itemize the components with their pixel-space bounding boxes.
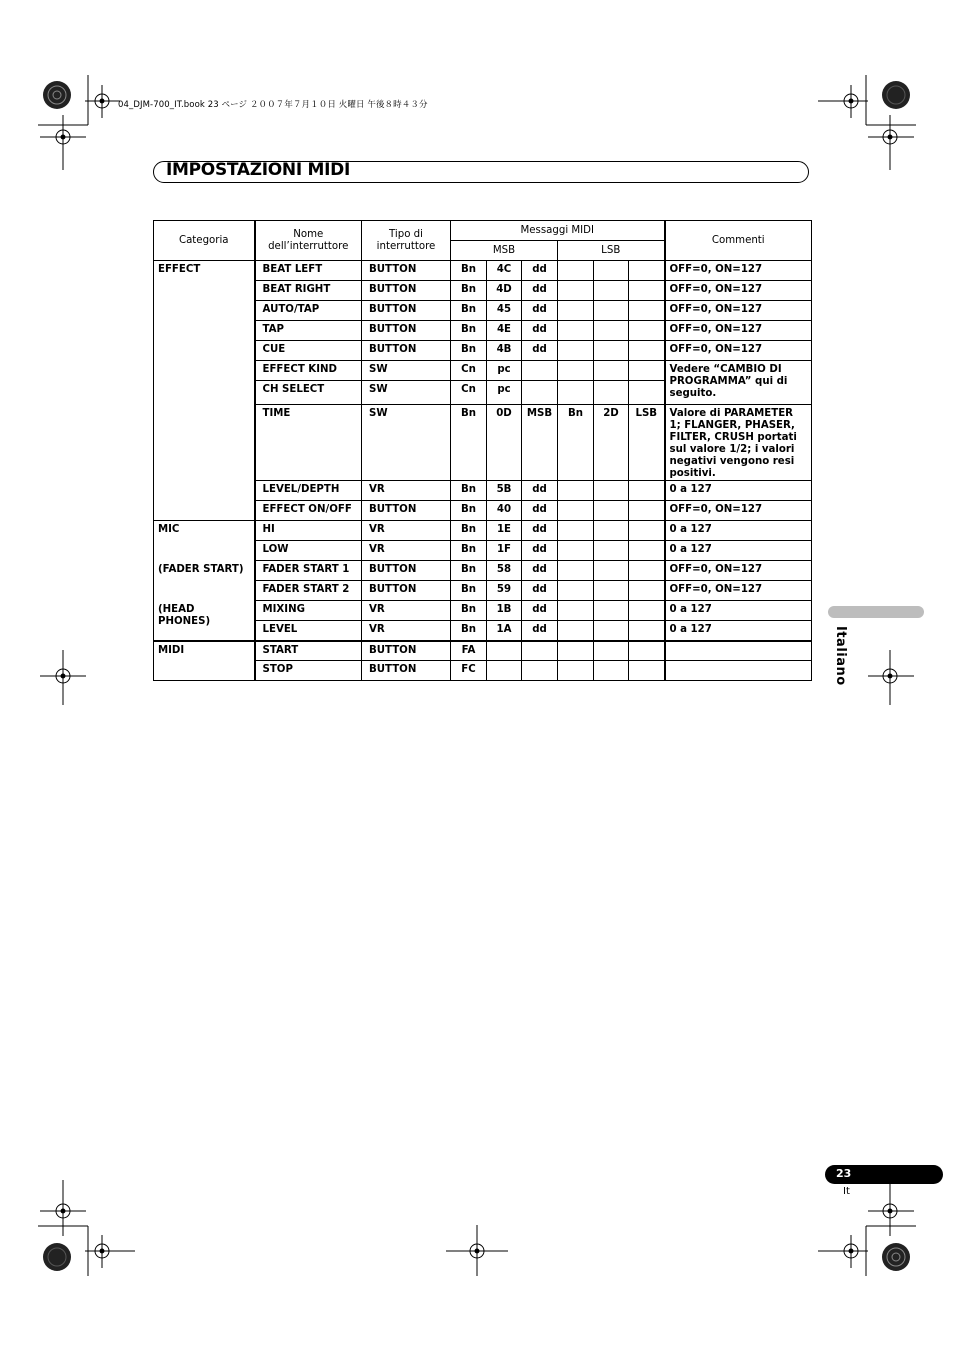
switch-name-cell: LEVEL/DEPTH xyxy=(255,481,362,501)
midi-message-cell: Bn xyxy=(451,341,487,361)
midi-message-cell xyxy=(594,541,629,561)
midi-message-cell xyxy=(594,341,629,361)
category-label: MIC xyxy=(158,524,180,535)
midi-message-cell xyxy=(594,481,629,501)
midi-message-cell xyxy=(629,261,665,281)
comment-cell: 0 a 127 xyxy=(665,621,812,641)
midi-message-cell xyxy=(629,541,665,561)
midi-message-cell: 1A xyxy=(487,621,522,641)
switch-name-cell: HI xyxy=(255,521,362,541)
comment-cell: OFF=0, ON=127 xyxy=(665,261,812,281)
switch-name-cell: EFFECT KIND xyxy=(255,361,362,381)
midi-message-cell xyxy=(594,261,629,281)
midi-message-cell xyxy=(594,521,629,541)
midi-message-cell xyxy=(629,521,665,541)
midi-message-cell xyxy=(594,641,629,661)
midi-message-cell: Bn xyxy=(451,521,487,541)
header-messaggi: Messaggi MIDI xyxy=(451,221,665,241)
midi-message-cell xyxy=(558,481,594,501)
midi-message-cell xyxy=(594,661,629,681)
midi-message-cell: 0D xyxy=(487,405,522,481)
midi-message-cell xyxy=(558,661,594,681)
midi-message-cell: Bn xyxy=(451,301,487,321)
midi-message-cell xyxy=(629,561,665,581)
midi-message-cell: 59 xyxy=(487,581,522,601)
switch-name-cell: TAP xyxy=(255,321,362,341)
midi-message-cell xyxy=(558,581,594,601)
midi-message-cell: 4D xyxy=(487,281,522,301)
midi-message-cell xyxy=(629,641,665,661)
midi-message-cell: 1B xyxy=(487,601,522,621)
section-title: IMPOSTAZIONI MIDI xyxy=(166,160,350,180)
table-row xyxy=(154,641,812,661)
switch-name-cell: LOW xyxy=(255,541,362,561)
midi-message-cell: dd xyxy=(522,481,558,501)
category-label: EFFECT xyxy=(158,264,201,275)
midi-message-cell: dd xyxy=(522,281,558,301)
midi-message-cell: pc xyxy=(487,361,522,381)
midi-message-cell xyxy=(629,501,665,521)
midi-message-cell: FC xyxy=(451,661,487,681)
switch-type-cell: BUTTON xyxy=(362,561,451,581)
midi-message-cell: 1F xyxy=(487,541,522,561)
comment-cell: OFF=0, ON=127 xyxy=(665,581,812,601)
midi-message-cell: dd xyxy=(522,521,558,541)
midi-message-cell: Bn xyxy=(451,481,487,501)
midi-message-cell: dd xyxy=(522,541,558,561)
switch-type-cell: BUTTON xyxy=(362,301,451,321)
midi-message-cell: Bn xyxy=(451,581,487,601)
midi-message-cell xyxy=(594,301,629,321)
midi-message-cell xyxy=(594,601,629,621)
comment-cell: OFF=0, ON=127 xyxy=(665,501,812,521)
category-label: (HEAD PHONES) xyxy=(158,604,211,627)
midi-message-cell: Bn xyxy=(451,321,487,341)
midi-message-cell: FA xyxy=(451,641,487,661)
midi-message-cell xyxy=(522,661,558,681)
header-nome: Nome dell’interruttore xyxy=(255,221,362,261)
midi-message-cell: MSB xyxy=(522,405,558,481)
switch-name-cell: CH SELECT xyxy=(255,381,362,405)
midi-message-cell xyxy=(487,661,522,681)
header-tipo: Tipo di interruttore xyxy=(362,221,451,261)
switch-type-cell: BUTTON xyxy=(362,281,451,301)
comment-cell: 0 a 127 xyxy=(665,481,812,501)
midi-message-cell: LSB xyxy=(629,405,665,481)
switch-name-cell: FADER START 2 xyxy=(255,581,362,601)
midi-message-cell: 4B xyxy=(487,341,522,361)
midi-message-cell xyxy=(594,281,629,301)
comment-cell: 0 a 127 xyxy=(665,601,812,621)
midi-message-cell: 2D xyxy=(594,405,629,481)
switch-type-cell: SW xyxy=(362,381,451,405)
comment-cell xyxy=(665,641,812,661)
switch-type-cell: BUTTON xyxy=(362,321,451,341)
header-lsb: LSB xyxy=(558,241,665,261)
midi-message-cell xyxy=(558,621,594,641)
midi-message-cell: Bn xyxy=(451,601,487,621)
midi-message-cell: dd xyxy=(522,581,558,601)
midi-message-cell xyxy=(594,361,629,381)
language-side-tab xyxy=(828,606,924,618)
comment-cell xyxy=(665,661,812,681)
midi-message-cell xyxy=(522,361,558,381)
midi-message-cell xyxy=(629,601,665,621)
page-language-code: It xyxy=(843,1186,850,1197)
category-label: (FADER START) xyxy=(158,564,244,575)
midi-message-cell: dd xyxy=(522,341,558,361)
switch-type-cell: BUTTON xyxy=(362,341,451,361)
midi-message-cell: dd xyxy=(522,501,558,521)
midi-message-cell: Bn xyxy=(451,561,487,581)
comment-cell: OFF=0, ON=127 xyxy=(665,561,812,581)
switch-name-cell: START xyxy=(255,641,362,661)
comment-cell: OFF=0, ON=127 xyxy=(665,281,812,301)
midi-message-cell xyxy=(629,481,665,501)
switch-type-cell: VR xyxy=(362,621,451,641)
language-side-label: Italiano xyxy=(833,626,848,686)
switch-name-cell: MIXING xyxy=(255,601,362,621)
comment-cell: Valore di PARAMETER 1; FLANGER, PHASER, FILTER, CRUSH portati sul valore 1/2; i valori negativi vengono resi positivi. xyxy=(665,405,812,481)
midi-settings-table xyxy=(153,220,812,681)
midi-message-cell: Bn xyxy=(451,501,487,521)
midi-message-cell: Bn xyxy=(451,541,487,561)
midi-message-cell xyxy=(487,641,522,661)
midi-message-cell xyxy=(558,321,594,341)
book-file-info: 04_DJM-700_IT.book 23 ページ ２００７年７月１０日 火曜日 午後８時４３分 xyxy=(118,100,428,110)
midi-message-cell: 4C xyxy=(487,261,522,281)
midi-message-cell: 4E xyxy=(487,321,522,341)
midi-message-cell xyxy=(522,641,558,661)
midi-message-cell xyxy=(629,661,665,681)
category-cell xyxy=(154,261,255,521)
comment-cell: OFF=0, ON=127 xyxy=(665,301,812,321)
switch-name-cell: STOP xyxy=(255,661,362,681)
switch-type-cell: BUTTON xyxy=(362,581,451,601)
switch-name-cell: LEVEL xyxy=(255,621,362,641)
switch-name-cell: FADER START 1 xyxy=(255,561,362,581)
switch-type-cell: VR xyxy=(362,521,451,541)
midi-message-cell xyxy=(558,501,594,521)
comment-cell: 0 a 127 xyxy=(665,521,812,541)
midi-message-cell xyxy=(558,561,594,581)
header-categoria: Categoria xyxy=(154,221,255,261)
header-msb: MSB xyxy=(451,241,558,261)
midi-message-cell: dd xyxy=(522,621,558,641)
midi-message-cell xyxy=(558,641,594,661)
midi-message-cell xyxy=(594,581,629,601)
midi-message-cell xyxy=(629,361,665,381)
switch-type-cell: VR xyxy=(362,601,451,621)
midi-message-cell: Bn xyxy=(451,405,487,481)
midi-message-cell: Bn xyxy=(451,281,487,301)
category-cell xyxy=(154,521,255,641)
switch-name-cell: CUE xyxy=(255,341,362,361)
midi-message-cell: Cn xyxy=(451,361,487,381)
header-commenti: Commenti xyxy=(665,221,812,261)
midi-message-cell xyxy=(558,301,594,321)
switch-name-cell: TIME xyxy=(255,405,362,481)
midi-message-cell: 5B xyxy=(487,481,522,501)
midi-message-cell: dd xyxy=(522,601,558,621)
category-label: MIDI xyxy=(158,644,185,656)
switch-type-cell: BUTTON xyxy=(362,661,451,681)
switch-name-cell: BEAT RIGHT xyxy=(255,281,362,301)
switch-name-cell: EFFECT ON/OFF xyxy=(255,501,362,521)
midi-message-cell: 1E xyxy=(487,521,522,541)
category-cell xyxy=(154,641,255,681)
midi-message-cell: 58 xyxy=(487,561,522,581)
midi-message-cell: 45 xyxy=(487,301,522,321)
midi-message-cell: 40 xyxy=(487,501,522,521)
midi-message-cell xyxy=(558,381,594,405)
midi-message-cell: dd xyxy=(522,561,558,581)
midi-message-cell: Bn xyxy=(451,621,487,641)
table-row xyxy=(154,261,812,281)
switch-type-cell: SW xyxy=(362,361,451,381)
midi-message-cell: Bn xyxy=(558,405,594,481)
midi-message-cell xyxy=(629,581,665,601)
midi-message-cell xyxy=(558,281,594,301)
switch-type-cell: BUTTON xyxy=(362,641,451,661)
midi-message-cell xyxy=(594,381,629,405)
midi-message-cell: dd xyxy=(522,261,558,281)
midi-message-cell xyxy=(558,521,594,541)
switch-type-cell: BUTTON xyxy=(362,501,451,521)
midi-message-cell xyxy=(629,341,665,361)
table-row xyxy=(154,521,812,541)
midi-message-cell xyxy=(558,261,594,281)
midi-message-cell xyxy=(558,541,594,561)
midi-message-cell xyxy=(594,321,629,341)
midi-message-cell xyxy=(594,561,629,581)
comment-cell: 0 a 127 xyxy=(665,541,812,561)
midi-message-cell xyxy=(629,301,665,321)
switch-name-cell: BEAT LEFT xyxy=(255,261,362,281)
midi-message-cell xyxy=(558,361,594,381)
midi-message-cell xyxy=(594,501,629,521)
midi-message-cell xyxy=(594,621,629,641)
comment-cell: OFF=0, ON=127 xyxy=(665,341,812,361)
comment-cell: OFF=0, ON=127 xyxy=(665,321,812,341)
midi-table-body xyxy=(154,261,812,681)
switch-type-cell: VR xyxy=(362,481,451,501)
midi-message-cell: Bn xyxy=(451,261,487,281)
midi-message-cell xyxy=(629,281,665,301)
switch-type-cell: VR xyxy=(362,541,451,561)
midi-message-cell xyxy=(629,321,665,341)
switch-name-cell: AUTO/TAP xyxy=(255,301,362,321)
page-number: 23 xyxy=(836,1167,852,1180)
switch-type-cell: SW xyxy=(362,405,451,481)
midi-message-cell xyxy=(522,381,558,405)
midi-message-cell: dd xyxy=(522,321,558,341)
midi-message-cell xyxy=(558,601,594,621)
midi-message-cell: Cn xyxy=(451,381,487,405)
midi-message-cell xyxy=(629,381,665,405)
midi-message-cell xyxy=(629,621,665,641)
comment-cell: Vedere “CAMBIO DI PROGRAMMA” qui di seguito. xyxy=(665,361,812,405)
midi-message-cell: dd xyxy=(522,301,558,321)
switch-type-cell: BUTTON xyxy=(362,261,451,281)
midi-message-cell: pc xyxy=(487,381,522,405)
midi-message-cell xyxy=(558,341,594,361)
